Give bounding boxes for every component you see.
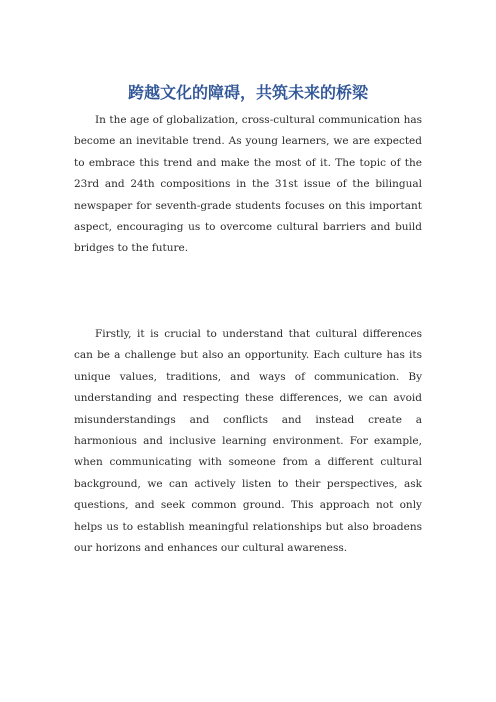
paragraph-firstly: Firstly, it is crucial to understand that cultural differences can be a challenge but also an opportunity. Each culture has its unique values, traditions, and ways of communication. By understanding and respecting these differences, we can avoid misunderstandings and conflicts and instead create a harmonious and inclusive learning environment. For example, when communicating with someone from a different cultural background, we can actively listen to their perspectives, ask questions, and seek common ground. This approach not only helps us to establish meaningful relationships but also broadens our horizons and enhances our cultural awareness. — [74, 328, 422, 555]
document-title: 跨越文化的障碍，共筑未来的桥梁 — [127, 83, 368, 102]
paragraph-intro: In the age of globalization, cross-cultural communication has become an inevitable trend. As young learners, we are expected to embrace this trend and make the most of it. The topic of the 23rd and 24th compositions in the 31st issue of the bilingual newspaper for seventh-grade students focuses on this important aspect, encouraging us to overcome cultural barriers and build bridges to the future. — [74, 114, 422, 255]
